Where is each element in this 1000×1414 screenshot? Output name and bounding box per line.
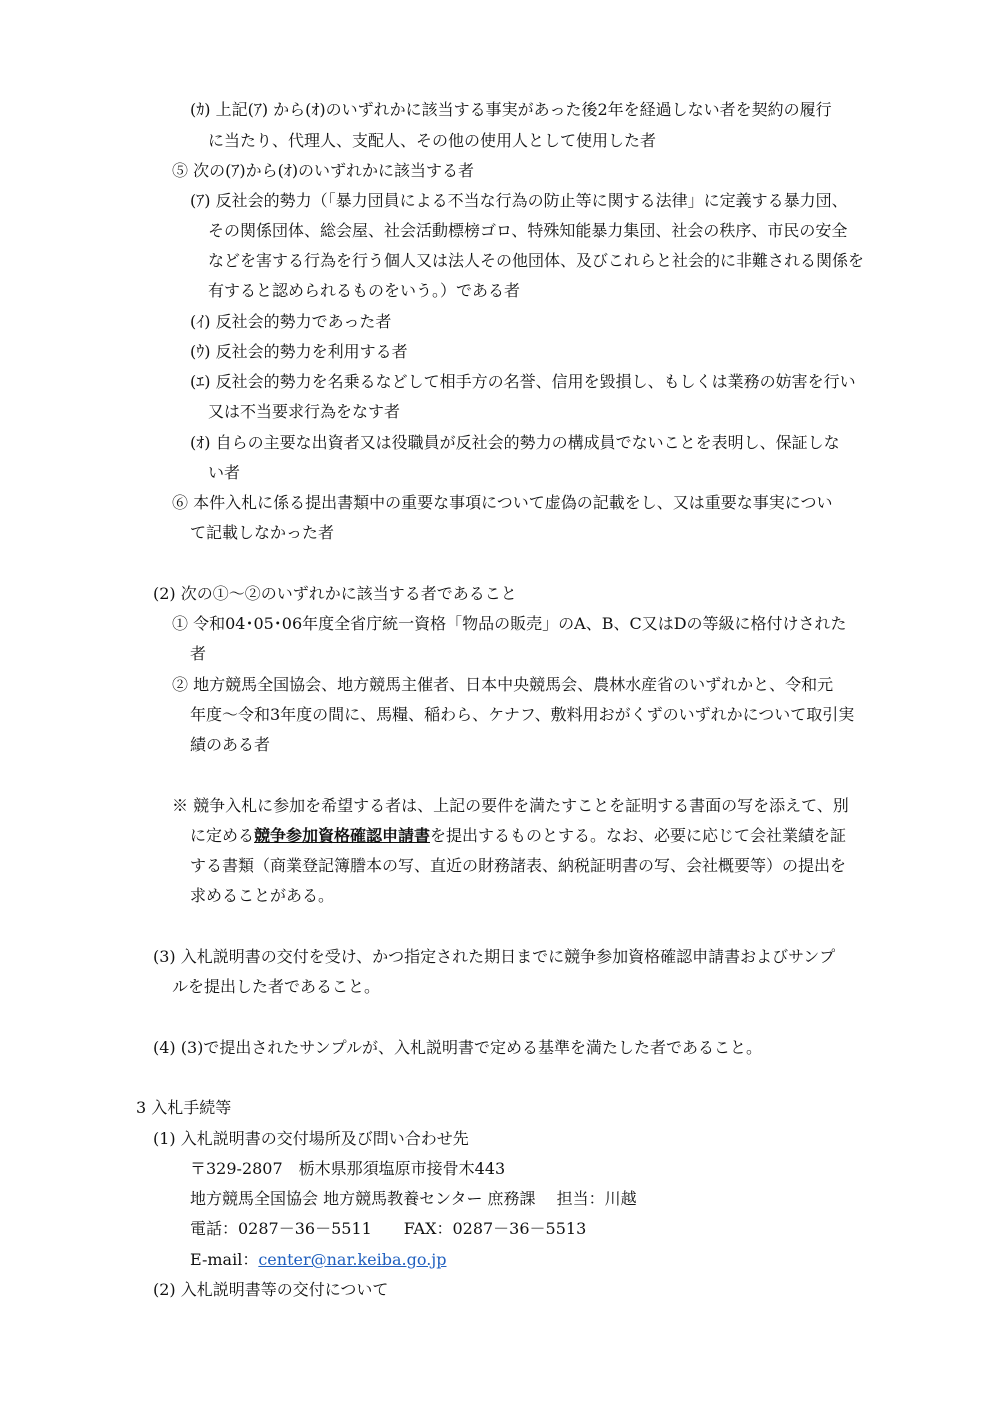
item-a-line3: などを害する行為を行う個人又は法人その他団体、及びこれらと社会的に非難される関係を — [208, 251, 865, 270]
subsection-1-heading: (1) 入札説明書の交付場所及び問い合わせ先 — [153, 1129, 469, 1148]
phone-fax: 電話：0287－36－5511 FAX：0287－36－5513 — [190, 1219, 587, 1238]
req-2-line2: 年度～令和3年度の間に、馬糧、稲わら、ケナフ、敷料用おがくずのいずれかについて取引実 — [190, 705, 855, 724]
item-6-line2: て記載しなかった者 — [190, 523, 335, 542]
item-a-line4: 有すると認められるものをいう。）である者 — [208, 281, 521, 300]
req-2-line3: 績のある者 — [190, 735, 271, 754]
chapter-3-heading: 3 入札手続等 — [136, 1098, 232, 1117]
req-1-line2: 者 — [190, 644, 207, 663]
req-2-line1: ② 地方競馬全国協会、地方競馬主催者、日本中央競馬会、農林水産省のいずれかと、令和元 — [172, 675, 834, 694]
note-line2-after: を提出するものとする。なお、必要に応じて会社業績を証 — [430, 826, 847, 845]
email-link[interactable]: center@nar.keiba.go.jp — [258, 1250, 447, 1269]
section-3-line2: ルを提出した者であること。 — [172, 977, 381, 996]
item-i: (ｲ) 反社会的勢力であった者 — [190, 312, 392, 331]
note-line4: 求めることがある。 — [190, 886, 335, 905]
item-5-heading: ⑤ 次の(ｱ)から(ｵ)のいずれかに該当する者 — [172, 161, 475, 180]
item-ka-line1: (ｶ) 上記(ｱ) から(ｵ)のいずれかに該当する事実があった後2年を経過しない者を契約の履行 — [190, 100, 832, 119]
item-o-line2: い者 — [208, 463, 241, 482]
item-a-line2: その関係団体、総会屋、社会活動標榜ゴロ、特殊知能暴力集団、社会の秩序、市民の安全 — [208, 221, 848, 240]
req-1-line1: ① 令和04･05･06年度全省庁統一資格「物品の販売」のA、B、C又はDの等級に格付けされた — [172, 614, 847, 633]
item-o-line1: (ｵ) 自らの主要な出資者又は役職員が反社会的勢力の構成員でないことを表明し、保証しな — [190, 433, 840, 452]
email-label: E-mail： — [190, 1250, 259, 1269]
subsection-2-heading: (2) 入札説明書等の交付について — [153, 1280, 389, 1299]
item-a-line1: (ｱ) 反社会的勢力（「暴力団員による不当な行為の防止等に関する法律」に定義する暴力団、 — [190, 191, 848, 210]
note-line3: する書類（商業登記簿謄本の写、直近の財務諸表、納税証明書の写、会社概要等）の提出を — [190, 856, 847, 875]
note-line1: ※ 競争入札に参加を希望する者は、上記の要件を満たすことを証明する書面の写を添えて、別 — [172, 796, 849, 815]
section-3-line1: (3) 入札説明書の交付を受け、かつ指定された期日までに競争参加資格確認申請書およびサンプ — [153, 947, 836, 966]
item-ka-line2: に当たり、代理人、支配人、その他の使用人として使用した者 — [208, 131, 657, 150]
note-line2 — [190, 824, 846, 848]
office-contact: 地方競馬全国協会 地方競馬教養センター 庶務課 担当：川越 — [190, 1189, 637, 1208]
item-u: (ｳ) 反社会的勢力を利用する者 — [190, 342, 408, 361]
item-6-line1: ⑥ 本件入札に係る提出書類中の重要な事項について虚偽の記載をし、又は重要な事実につい — [172, 493, 833, 512]
item-e-line2: 又は不当要求行為をなす者 — [208, 402, 401, 421]
postal-address: 〒329-2807 栃木県那須塩原市接骨木443 — [190, 1159, 506, 1178]
email-line — [190, 1248, 446, 1272]
section-2-heading: (2) 次の①～②のいずれかに該当する者であること — [153, 584, 517, 603]
item-e-line1: (ｴ) 反社会的勢力を名乗るなどして相手方の名誉、信用を毀損し、もしくは業務の妨害を行い — [190, 372, 856, 391]
note-line2-before: に定める — [190, 826, 255, 845]
application-form-name: 競争参加資格確認申請書 — [254, 826, 431, 845]
section-4: (4) (3)で提出されたサンプルが、入札説明書で定める基準を満たした者であること。 — [153, 1038, 762, 1057]
